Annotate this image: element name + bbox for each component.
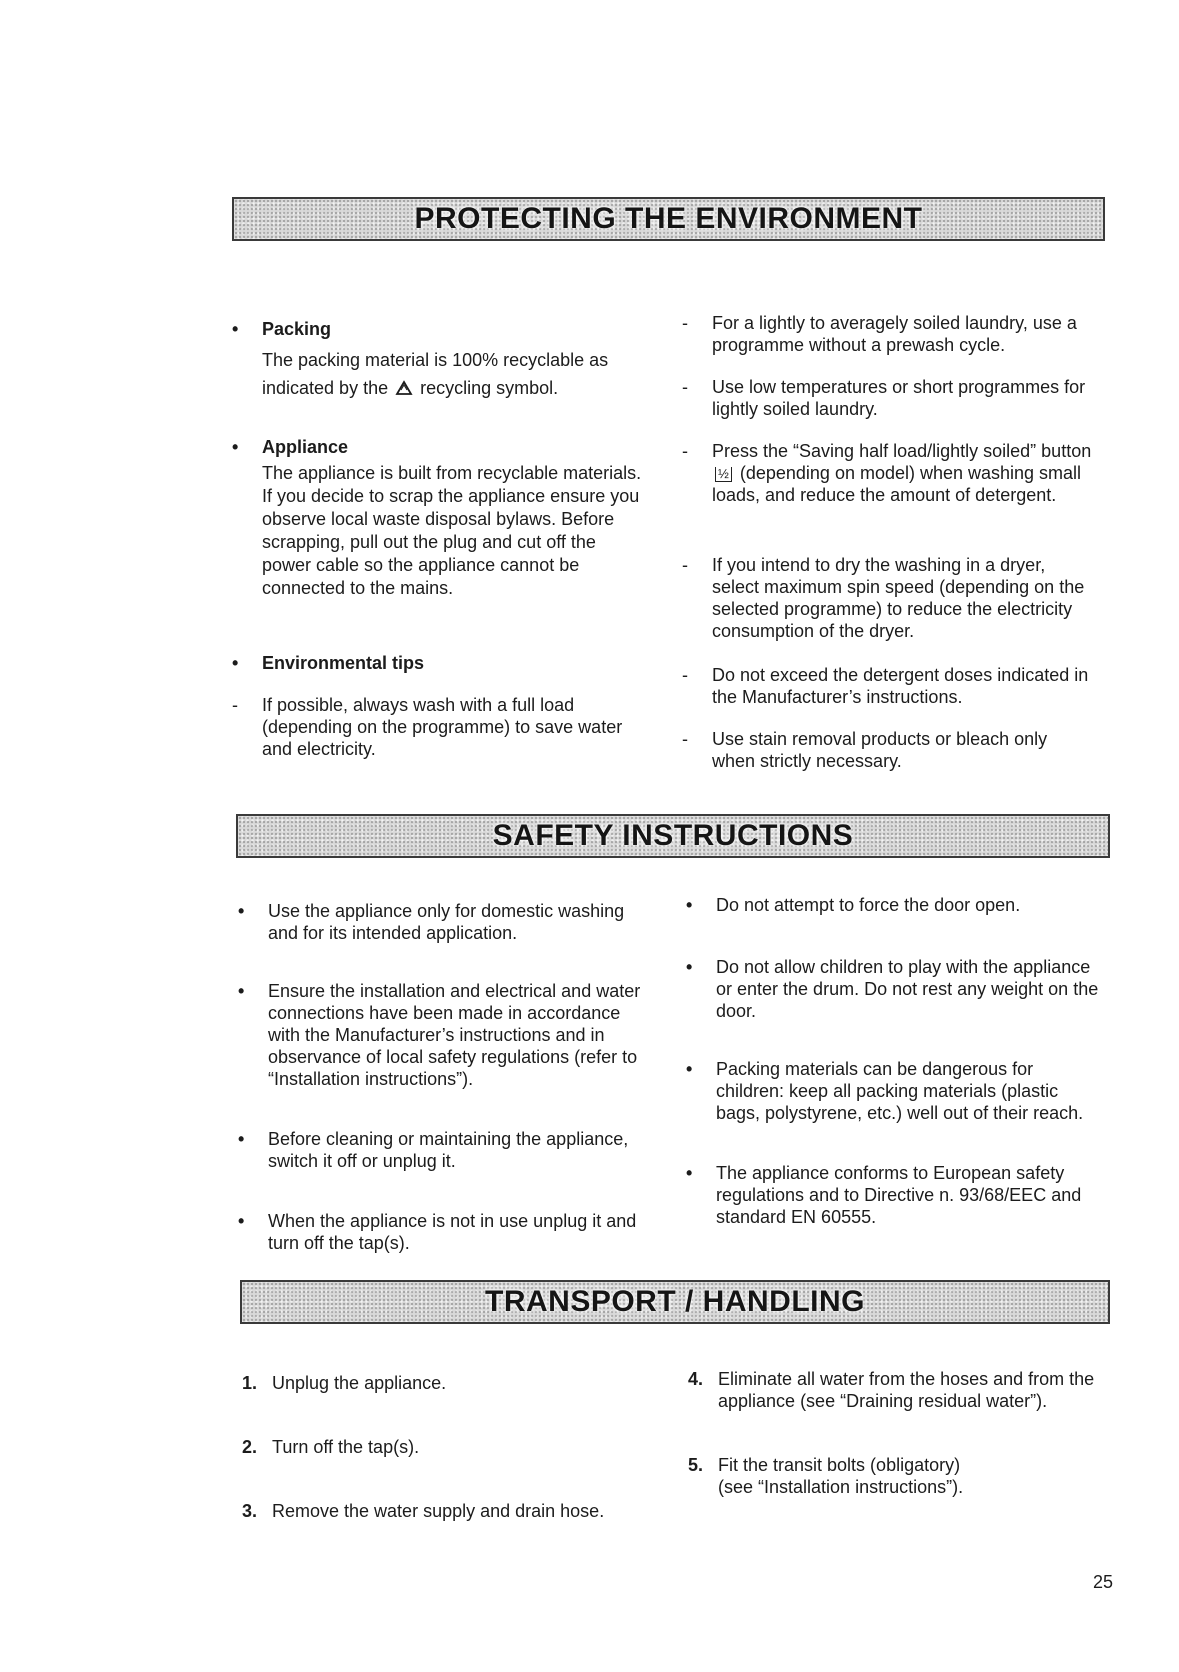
transport-step xyxy=(242,1436,662,1458)
transport-step xyxy=(688,1368,1118,1412)
section-title-environment: PROTECTING THE ENVIRONMENT xyxy=(414,202,923,235)
tip-text: If possible, always wash with a full load (depending on the programme) to save water and electricity. xyxy=(262,695,623,759)
tip-text: Use stain removal products or bleach only when strictly necessary. xyxy=(712,729,1048,771)
appliance-heading: Appliance xyxy=(262,437,349,457)
transport-step xyxy=(688,1454,1118,1498)
step-text: Remove the water supply and drain hose. xyxy=(272,1501,605,1521)
safety-text: Do not attempt to force the door open. xyxy=(716,895,1021,915)
dash-marker: - xyxy=(682,729,688,749)
tip-text: For a lightly to averagely soiled laundry, use a programme without a prewash cycle. xyxy=(712,313,1077,355)
section-banner-safety xyxy=(236,814,1110,858)
step-number: 4. xyxy=(688,1369,704,1389)
tip-text: Do not exceed the detergent doses indicated in the Manufacturer’s instructions. xyxy=(712,665,1089,707)
appliance-item xyxy=(232,436,652,600)
bullet: • xyxy=(686,1059,693,1079)
dash-marker: - xyxy=(682,377,688,397)
tip-full-load xyxy=(232,694,652,760)
safety-text: Before cleaning or maintaining the appliance, switch it off or unplug it. xyxy=(268,1129,629,1171)
bullet: • xyxy=(686,957,693,977)
safety-text: Ensure the installation and electrical and water connections have been made in accordance with the Manufacturer’s instructions and in observance of local safety regulations (refer to “Installation instructions”). xyxy=(268,981,641,1089)
dash-marker: - xyxy=(682,441,688,461)
bullet: • xyxy=(232,653,239,673)
safety-item xyxy=(238,1128,658,1172)
step-number: 3. xyxy=(242,1501,258,1521)
bullet: • xyxy=(686,1163,693,1183)
packing-heading: Packing xyxy=(262,319,332,339)
tip-detergent-doses xyxy=(682,664,1112,708)
step-text: Eliminate all water from the hoses and from the appliance (see “Draining residual water”). xyxy=(718,1369,1095,1411)
dash-marker: - xyxy=(682,313,688,333)
packing-item xyxy=(232,318,652,402)
half-load-button-icon: ½ xyxy=(715,467,732,482)
packing-text: The packing material is 100% recyclable as indicated by the recycling symbol. xyxy=(262,350,609,398)
tip-dryer xyxy=(682,554,1112,642)
bullet: • xyxy=(232,437,239,457)
tip-stain-removal xyxy=(682,728,1112,772)
section-title-safety: SAFETY INSTRUCTIONS xyxy=(492,819,854,852)
safety-item xyxy=(238,1210,658,1254)
step-number: 2. xyxy=(242,1437,258,1457)
tip-no-prewash xyxy=(682,312,1112,356)
page-number: 25 xyxy=(1092,1572,1113,1592)
bullet: • xyxy=(232,319,239,339)
transport-step xyxy=(242,1372,662,1394)
environmental-tips-heading: Environmental tips xyxy=(262,653,425,673)
tip-text: Press the “Saving half load/lightly soiled” button ½ (depending on model) when washing small loads, and reduce the amount of detergent. xyxy=(712,441,1092,505)
section-banner-transport xyxy=(240,1280,1110,1324)
section-title-transport: TRANSPORT / HANDLING xyxy=(485,1285,865,1318)
step-text: Turn off the tap(s). xyxy=(272,1437,420,1457)
safety-text: The appliance conforms to European safety regulations and to Directive n. 93/68/EEC and standard EN 60555. xyxy=(716,1163,1082,1227)
safety-item xyxy=(238,980,658,1090)
dash-marker: - xyxy=(232,695,238,715)
recycle-triangle-icon xyxy=(395,380,413,396)
bullet: • xyxy=(686,895,693,915)
tip-saving-half-load xyxy=(682,440,1112,506)
tip-low-temperatures xyxy=(682,376,1112,420)
safety-item xyxy=(686,956,1116,1022)
safety-item xyxy=(686,894,1116,916)
step-text: Unplug the appliance. xyxy=(272,1373,447,1393)
section-banner-environment xyxy=(232,197,1105,241)
dash-marker: - xyxy=(682,555,688,575)
safety-item xyxy=(238,900,658,944)
dash-marker: - xyxy=(682,665,688,685)
bullet: • xyxy=(238,1129,245,1149)
step-text: Fit the transit bolts (obligatory) (see “Installation instructions”). xyxy=(718,1455,964,1497)
safety-text: When the appliance is not in use unplug it and turn off the tap(s). xyxy=(268,1211,637,1253)
bullet: • xyxy=(238,981,245,1001)
safety-text: Do not allow children to play with the appliance or enter the drum. Do not rest any weight on the door. xyxy=(716,957,1099,1021)
tip-text: Use low temperatures or short programmes for lightly soiled laundry. xyxy=(712,377,1086,419)
safety-text: Packing materials can be dangerous for children: keep all packing materials (plastic bags, polystyrene, etc.) well out of their reach. xyxy=(716,1059,1084,1123)
bullet: • xyxy=(238,1211,245,1231)
appliance-text: The appliance is built from recyclable materials. If you decide to scrap the appliance ensure you observe local waste disposal bylaws. Before scrapping, pull out the plug and cut off the power cable so the appliance cannot be connected to the mains. xyxy=(262,463,642,598)
transport-step xyxy=(242,1500,662,1522)
safety-item xyxy=(686,1162,1116,1228)
bullet: • xyxy=(238,901,245,921)
step-number: 1. xyxy=(242,1373,258,1393)
safety-text: Use the appliance only for domestic washing and for its intended application. xyxy=(268,901,625,943)
environmental-tips-item xyxy=(232,652,652,674)
safety-item xyxy=(686,1058,1116,1124)
step-number: 5. xyxy=(688,1455,704,1475)
tip-text: If you intend to dry the washing in a dryer, select maximum spin speed (depending on the selected programme) to reduce the electricity consumption of the dryer. xyxy=(712,555,1085,641)
